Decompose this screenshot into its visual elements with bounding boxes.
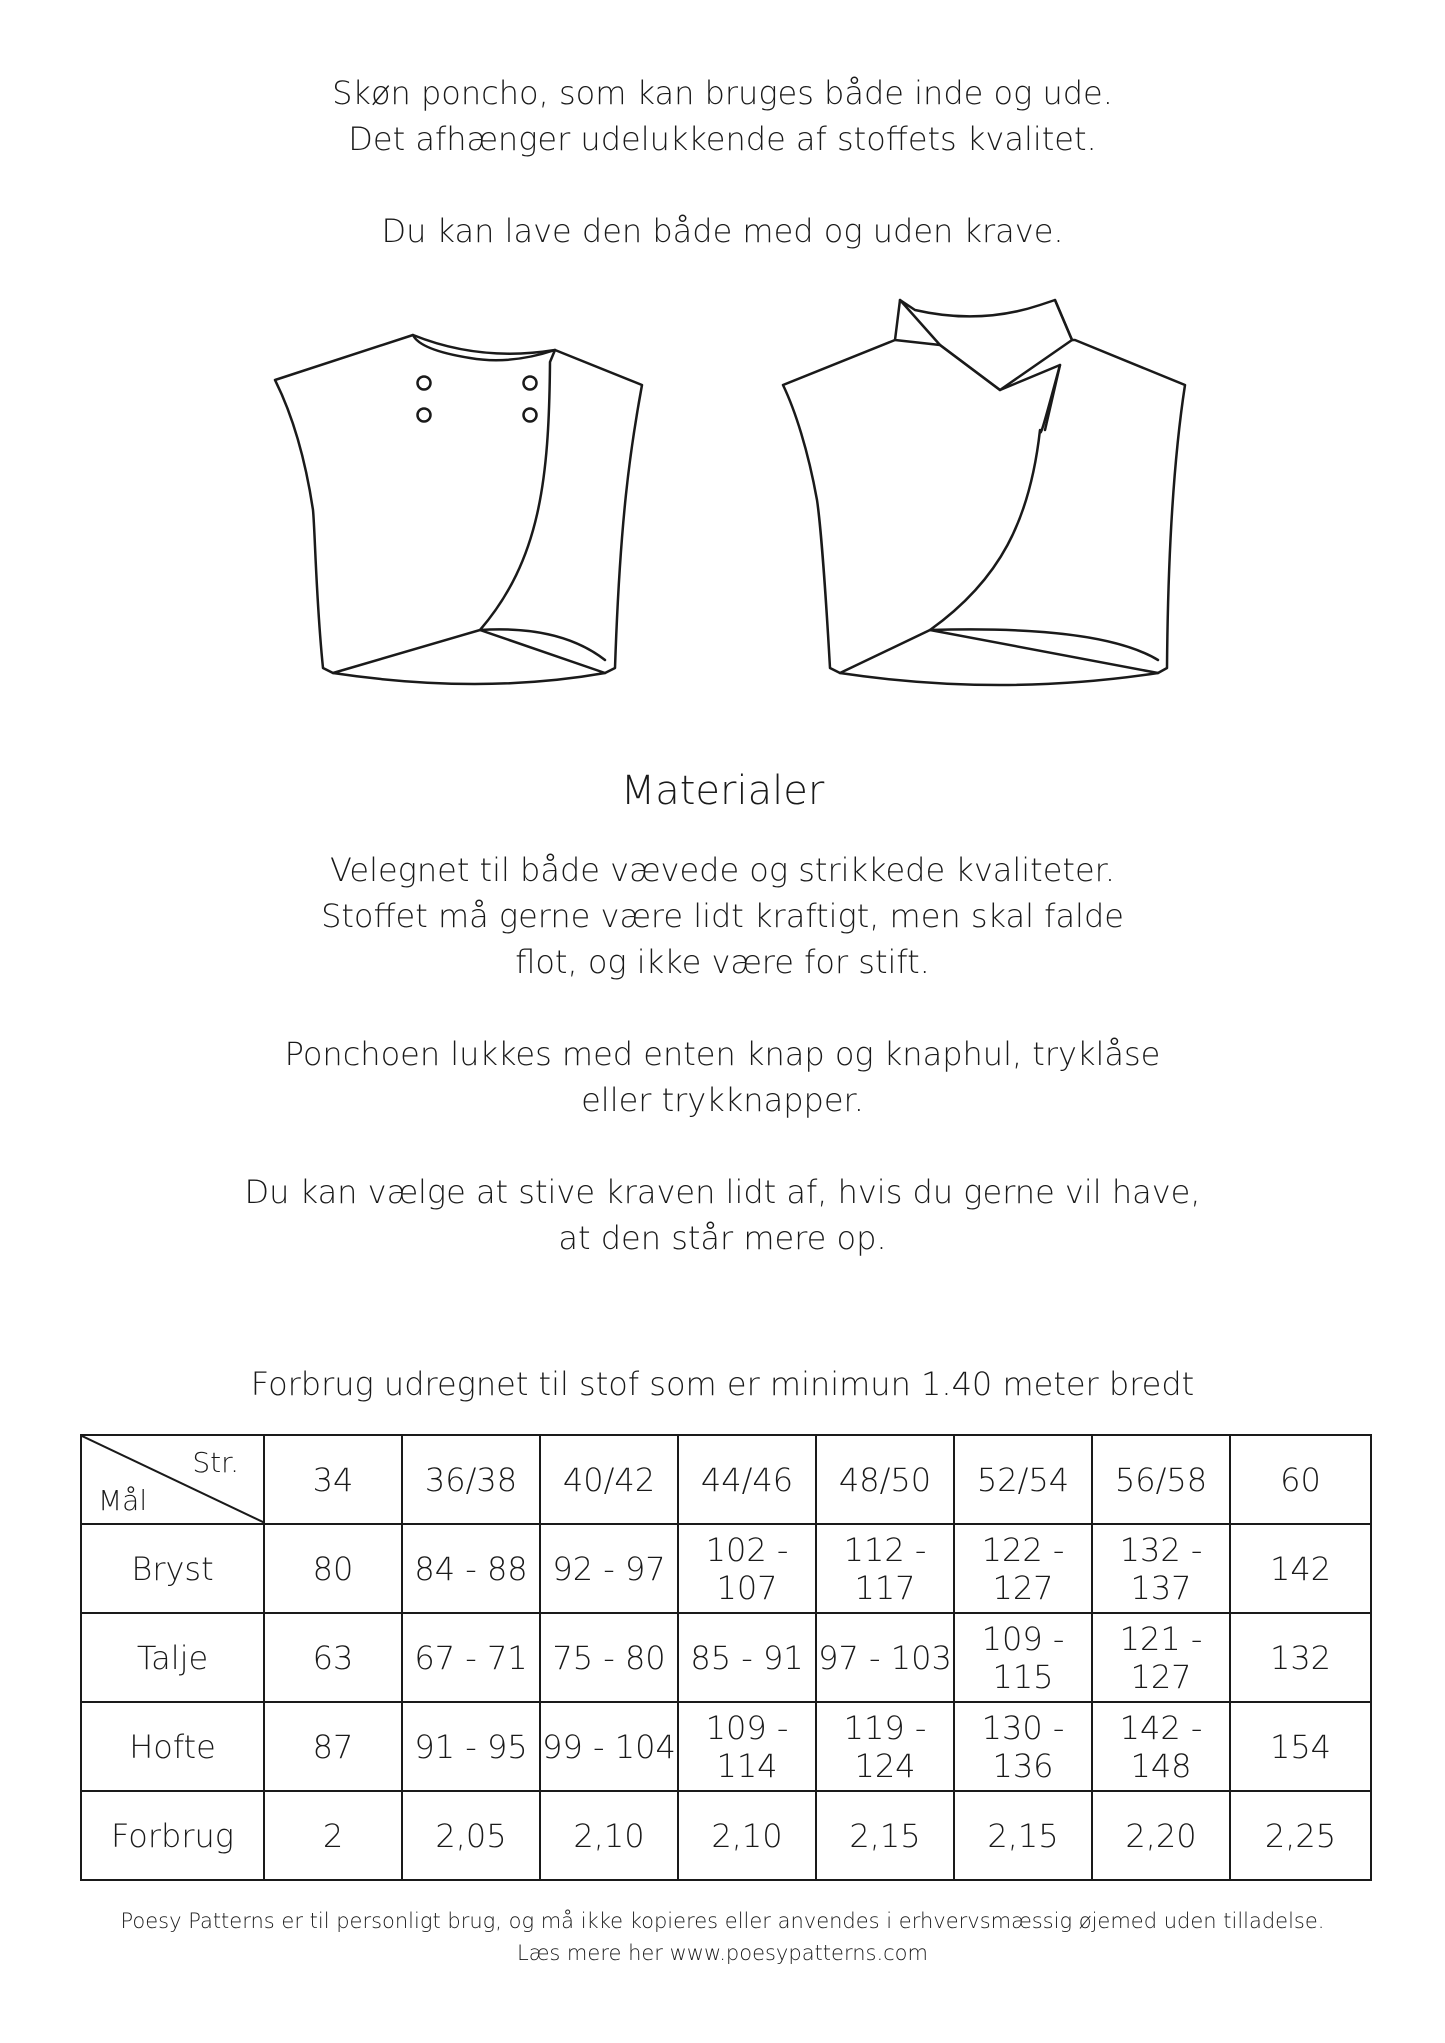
size-header: 56/58 <box>1092 1435 1230 1524</box>
materials-p3-line2: at den står mere op. <box>558 1219 887 1257</box>
table-cell: 87 <box>264 1702 402 1791</box>
corner-size-label: Str. <box>192 1446 239 1479</box>
table-cell: 97 - 103 <box>816 1613 954 1702</box>
footer <box>0 1905 1445 1969</box>
table-cell: 142 - 148 <box>1092 1702 1230 1791</box>
table-cell: 91 - 95 <box>402 1702 540 1791</box>
table-corner-cell <box>81 1435 264 1524</box>
table-header-row <box>81 1435 1371 1524</box>
table-cell: 92 - 97 <box>540 1524 678 1613</box>
table-cell: 85 - 91 <box>678 1613 816 1702</box>
corner-measure-label: Mål <box>98 1484 148 1517</box>
intro-line-1: Skøn poncho, som kan bruges både inde og ude. <box>332 74 1113 112</box>
table-row-forbrug <box>81 1791 1371 1880</box>
table-cell: 2,25 <box>1230 1791 1371 1880</box>
size-header: 36/38 <box>402 1435 540 1524</box>
poncho-with-collar-drawing <box>783 300 1185 685</box>
table-cell: 122 - 127 <box>954 1524 1092 1613</box>
materials-p2-line2: eller trykknapper. <box>581 1081 864 1119</box>
table-cell: 119 - 124 <box>816 1702 954 1791</box>
table-cell: 67 - 71 <box>402 1613 540 1702</box>
table-cell: 130 - 136 <box>954 1702 1092 1791</box>
footer-website-link[interactable]: Læs mere her www.poesypatterns.com <box>517 1941 928 1965</box>
materials-p2-line1: Ponchoen lukkes med enten knap og knaphul, tryklåse <box>284 1035 1161 1073</box>
intro-line-3: Du kan lave den både med og uden krave. <box>381 212 1064 250</box>
table-cell: 121 - 127 <box>1092 1613 1230 1702</box>
table-cell: 102 - 107 <box>678 1524 816 1613</box>
table-cell: 132 <box>1230 1613 1371 1702</box>
intro-line-2: Det afhænger udelukkende af stoffets kvalitet. <box>348 120 1097 158</box>
table-cell: 80 <box>264 1524 402 1613</box>
row-label: Forbrug <box>81 1791 264 1880</box>
table-cell: 2,20 <box>1092 1791 1230 1880</box>
table-cell: 142 <box>1230 1524 1371 1613</box>
materials-p1-line3: flot, og ikke være for stift. <box>515 943 930 981</box>
table-cell: 75 - 80 <box>540 1613 678 1702</box>
materials-p1-line2: Stoffet må gerne være lidt kraftigt, men skal falde <box>321 897 1124 935</box>
row-label: Talje <box>81 1613 264 1702</box>
table-cell: 63 <box>264 1613 402 1702</box>
table-cell: 2,10 <box>678 1791 816 1880</box>
materials-p3-line1: Du kan vælge at stive kraven lidt af, hvis du gerne vil have, <box>244 1173 1201 1211</box>
table-cell: 2 <box>264 1791 402 1880</box>
table-row-hofte <box>81 1702 1371 1791</box>
table-cell: 99 - 104 <box>540 1702 678 1791</box>
table-cell: 132 - 137 <box>1092 1524 1230 1613</box>
materials-p1-line1: Velegnet til både vævede og strikkede kvaliteter. <box>329 851 1116 889</box>
poncho-drawings <box>0 0 1445 760</box>
table-cell: 109 - 115 <box>954 1613 1092 1702</box>
size-header: 44/46 <box>678 1435 816 1524</box>
size-table <box>80 1434 1372 1881</box>
poncho-without-collar-drawing <box>275 335 642 684</box>
size-header: 40/42 <box>540 1435 678 1524</box>
table-cell: 154 <box>1230 1702 1371 1791</box>
table-cell: 84 - 88 <box>402 1524 540 1613</box>
table-cell: 109 - 114 <box>678 1702 816 1791</box>
table-cell: 2,10 <box>540 1791 678 1880</box>
size-header: 48/50 <box>816 1435 954 1524</box>
table-cell: 2,15 <box>816 1791 954 1880</box>
row-label: Hofte <box>81 1702 264 1791</box>
size-header: 60 <box>1230 1435 1371 1524</box>
materials-title: Materialer <box>620 768 825 814</box>
table-cell: 112 - 117 <box>816 1524 954 1613</box>
table-cell: 2,15 <box>954 1791 1092 1880</box>
materials-text <box>0 847 1445 1261</box>
size-header: 52/54 <box>954 1435 1092 1524</box>
table-cell: 2,05 <box>402 1791 540 1880</box>
row-label: Bryst <box>81 1524 264 1613</box>
size-header: 34 <box>264 1435 402 1524</box>
table-row-bryst <box>81 1524 1371 1613</box>
table-caption: Forbrug udregnet til stof som er minimun 1.40 meter bredt <box>250 1365 1195 1403</box>
footer-copyright: Poesy Patterns er til personligt brug, og må ikke kopieres eller anvendes i erhvervsmæssig øjemed uden tilladelse. <box>120 1909 1325 1933</box>
table-row-talje <box>81 1613 1371 1702</box>
